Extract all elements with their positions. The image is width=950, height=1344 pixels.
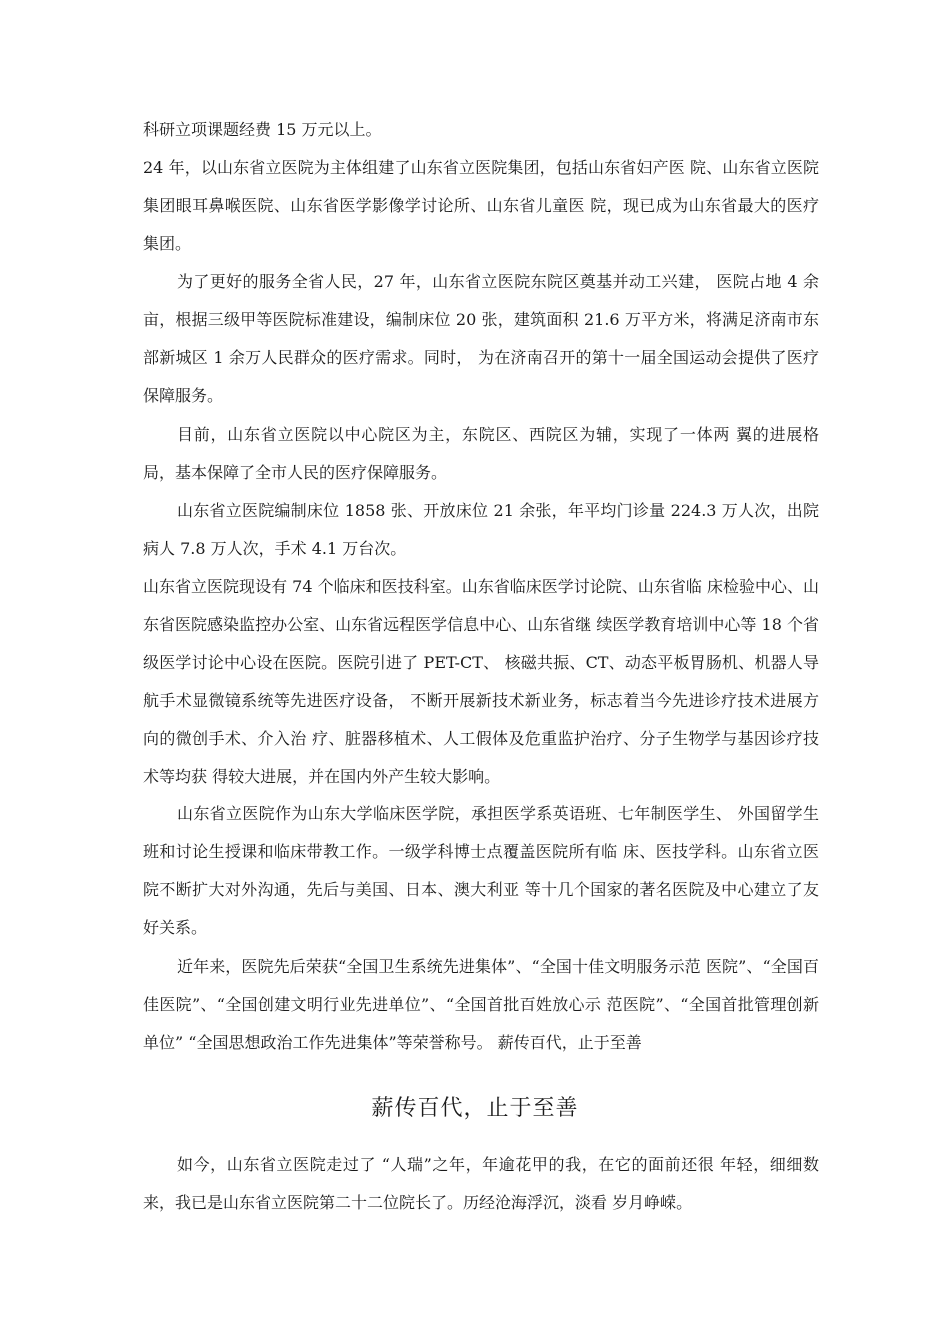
paragraph-9: 如今，山东省立医院走过了 “人瑞”之年，年逾花甲的我，在它的面前还很 年轻，细细数来，我已是山东省立医院第二十二位院长了。历经沧海浮沉，淡看 岁月峥嵘。: [143, 1155, 819, 1212]
paragraph-2: 24 年，以山东省立医院为主体组建了山东省立医院集团，包括山东省妇产医 院、山东省立医院集团眼耳鼻喉医院、山东省医学影像学讨论所、山东省儿童医 院，现已成为山东省最大的医疗集团。: [143, 158, 819, 253]
section-heading: 薪传百代，止于至善: [371, 1096, 579, 1121]
paragraph-8: 近年来，医院先后荣获“全国卫生系统先进集体”、“全国十佳文明服务示范 医院”、“全国百佳医院”、“全国创建文明行业先进单位”、“全国首批百姓放心示 范医院”、“全国首批管理创新单位” “全国思想政治工作先进集体”等荣誉称号。 薪传百代，止于至善: [143, 957, 819, 1052]
paragraph-5: 山东省立医院编制床位 1858 张、开放床位 21 余张，年平均门诊量 224.3 万人次，出院病人 7.8 万人次，手术 4.1 万台次。: [143, 501, 819, 558]
paragraph-7: 山东省立医院作为山东大学临床医学院，承担医学系英语班、七年制医学生、 外国留学生班和讨论生授课和临床带教工作。一级学科博士点覆盖医院所有临 床、医技学科。山东省立医院不断扩大对外沟通，先后与美国、日本、澳大利亚 等十几个国家的著名医院及中心建立了友好关系。: [143, 804, 819, 937]
paragraph-4: 目前，山东省立医院以中心院区为主，东院区、西院区为辅，实现了一体两 翼的进展格局，基本保障了全市人民的医疗保障服务。: [143, 425, 819, 482]
paragraph-3: 为了更好的服务全省人民，27 年，山东省立医院东院区奠基并动工兴建， 医院占地 4 余亩，根据三级甲等医院标准建设，编制床位 20 张，建筑面积 21.6 万平方米，将满足济南市东部新城区 1 余万人民群众的医疗需求。同时， 为在济南召开的第十一届全国运动会提供了医疗保障服务。: [143, 272, 819, 405]
paragraph-1: 科研立项课题经费 15 万元以上。: [143, 120, 382, 139]
paragraph-6: 山东省立医院现设有 74 个临床和医技科室。山东省临床医学讨论院、山东省临 床检验中心、山东省医院感染监控办公室、山东省远程医学信息中心、山东省继 续医学教育培训中心等 18 个省级医学讨论中心设在医院。医院引进了 PET-CT、 核磁共振、CT、动态平板胃肠机、机器人导航手术显微镜系统等先进医疗设备， 不断开展新技术新业务，标志着当今先进诊疗技术进展方向的微创手术、介入治 疗、脏器移植术、人工假体及危重监护治疗、分子生物学与基因诊疗技术等均获 得较大进展，并在国内外产生较大影响。: [143, 577, 819, 786]
